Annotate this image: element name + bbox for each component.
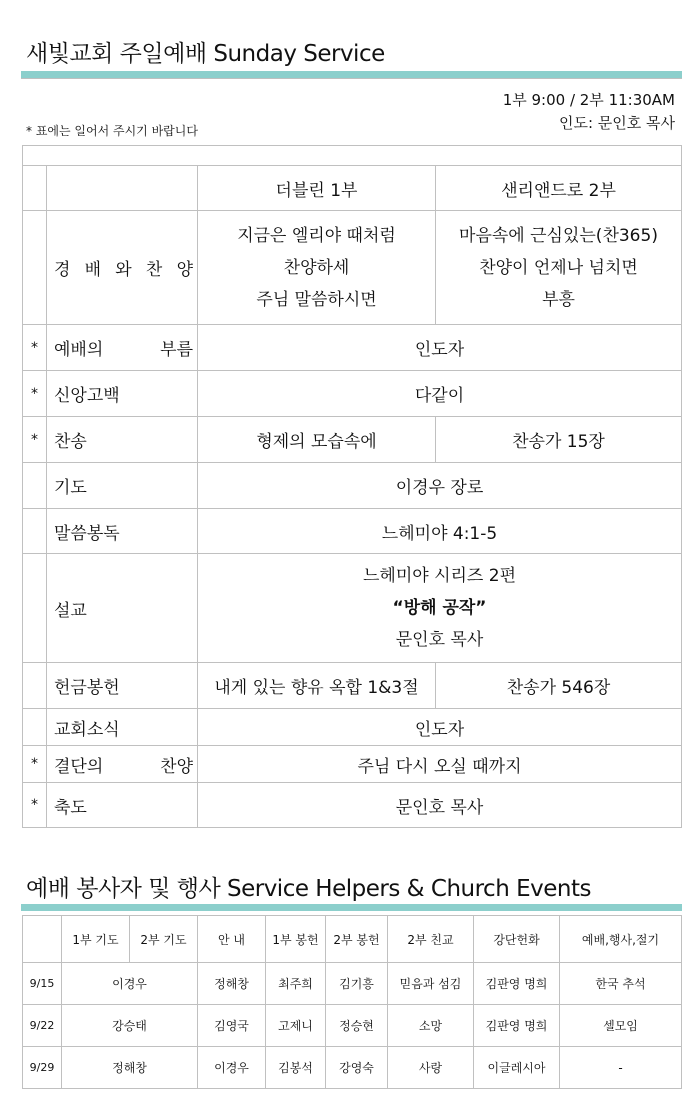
offering-service1: 내게 있는 향유 옥합 1&3절 xyxy=(198,663,436,709)
song: 주님 말씀하시면 xyxy=(256,289,377,310)
row-label: 결단의 찬양 xyxy=(47,746,198,783)
table-row xyxy=(23,417,682,463)
offering2-cell: 김기흥 xyxy=(326,963,388,1005)
header-cell: 2부 친교 xyxy=(388,916,474,963)
prayer-cell: 정해창 xyxy=(62,1047,198,1089)
row-value: 문인호 목사 xyxy=(198,783,682,828)
sermon xyxy=(198,554,682,663)
stand-mark: * xyxy=(23,371,47,417)
row-label: 예배의 부름 xyxy=(47,325,198,371)
row-label: 기도 xyxy=(47,463,198,509)
header-cell: 1부 봉헌 xyxy=(266,916,326,963)
header-cell: 강단헌화 xyxy=(474,916,560,963)
helpers-section-title: 예배 봉사자 및 행사 Service Helpers & Church Events xyxy=(26,876,591,902)
table-row xyxy=(23,783,682,828)
prayer-cell: 강승태 xyxy=(62,1005,198,1047)
offering1-cell: 김봉석 xyxy=(266,1047,326,1089)
stand-mark xyxy=(23,709,47,746)
row-value: 인도자 xyxy=(198,325,682,371)
table-row xyxy=(23,325,682,371)
row-value: 인도자 xyxy=(198,709,682,746)
fellowship-cell: 사랑 xyxy=(388,1047,474,1089)
table-row xyxy=(23,211,682,325)
flowers-cell: 김판영 명희 xyxy=(474,1005,560,1047)
table-row xyxy=(23,509,682,554)
sermon-preacher: 문인호 목사 xyxy=(395,630,484,650)
row-label: 교회소식 xyxy=(47,709,198,746)
row-label: 축도 xyxy=(47,783,198,828)
fellowship-cell: 믿음과 섬김 xyxy=(388,963,474,1005)
header-cell: 1부 기도 xyxy=(62,916,130,963)
stand-mark: * xyxy=(23,783,47,828)
table-top-row xyxy=(23,146,682,166)
header-cell: 예배,행사,절기 xyxy=(560,916,682,963)
offering-service2: 찬송가 546장 xyxy=(436,663,682,709)
table-row xyxy=(23,963,682,1005)
standing-note: * 표에는 일어서 주시기 바랍니다 xyxy=(26,124,198,138)
usher-cell: 김영국 xyxy=(198,1005,266,1047)
fellowship-cell: 소망 xyxy=(388,1005,474,1047)
sermon-series: 느헤미야 시리즈 2편 xyxy=(363,566,516,586)
service-times: 1부 9:00 / 2부 11:30AM xyxy=(502,91,675,109)
row-value: 이경우 장로 xyxy=(198,463,682,509)
prayer-cell: 이경우 xyxy=(62,963,198,1005)
song: 찬양이 언제나 넘치면 xyxy=(479,257,638,278)
date-cell: 9/15 xyxy=(23,963,62,1005)
service-order-table xyxy=(22,145,682,828)
hymn-service2: 찬송가 15장 xyxy=(436,417,682,463)
usher-cell: 정해창 xyxy=(198,963,266,1005)
table-row xyxy=(23,371,682,417)
row-value: 다같이 xyxy=(198,371,682,417)
row-label: 헌금봉헌 xyxy=(47,663,198,709)
offering1-cell: 고제니 xyxy=(266,1005,326,1047)
event-cell: 한국 추석 xyxy=(560,963,682,1005)
usher-cell: 이경우 xyxy=(198,1047,266,1089)
title-divider xyxy=(21,78,682,79)
song: 마음속에 근심있는(찬365) xyxy=(459,225,658,246)
sermon-title: “방해 공작” xyxy=(392,598,487,618)
title-accent-bar xyxy=(21,71,682,78)
flowers-cell: 이글레시아 xyxy=(474,1047,560,1089)
date-cell: 9/29 xyxy=(23,1047,62,1089)
stand-mark: * xyxy=(23,746,47,783)
row-label: 말씀봉독 xyxy=(47,509,198,554)
flowers-cell: 김판영 명희 xyxy=(474,963,560,1005)
table-row xyxy=(23,463,682,509)
praise-songs-service1 xyxy=(198,211,436,325)
column-header-service1: 더블린 1부 xyxy=(198,166,436,211)
table-row xyxy=(23,746,682,783)
table-row xyxy=(23,709,682,746)
song: 부흥 xyxy=(542,289,575,310)
song: 찬양하세 xyxy=(283,257,350,278)
offering2-cell: 강영숙 xyxy=(326,1047,388,1089)
stand-mark: * xyxy=(23,417,47,463)
table-row xyxy=(23,1047,682,1089)
table-row xyxy=(23,554,682,663)
page-title: 새빛교회 주일예배 Sunday Service xyxy=(26,41,385,67)
service-leader: 인도: 문인호 목사 xyxy=(558,114,675,132)
row-label: 신앙고백 xyxy=(47,371,198,417)
column-header-service2: 샌리앤드로 2부 xyxy=(436,166,682,211)
stand-mark xyxy=(23,463,47,509)
table-row xyxy=(23,1005,682,1047)
offering2-cell: 정승현 xyxy=(326,1005,388,1047)
stand-mark xyxy=(23,554,47,663)
table-row xyxy=(23,663,682,709)
offering1-cell: 최주희 xyxy=(266,963,326,1005)
row-label: 경 배 와 찬 양 xyxy=(47,211,198,325)
song: 지금은 엘리야 때처럼 xyxy=(237,225,396,246)
stand-mark xyxy=(23,509,47,554)
hymn-service1: 형제의 모습속에 xyxy=(198,417,436,463)
header-cell: 안 내 xyxy=(198,916,266,963)
header-cell: 2부 봉헌 xyxy=(326,916,388,963)
row-label: 설교 xyxy=(47,554,198,663)
helpers-table xyxy=(22,915,682,1089)
stand-mark xyxy=(23,663,47,709)
event-cell: - xyxy=(560,1047,682,1089)
event-cell: 셀모임 xyxy=(560,1005,682,1047)
stand-mark: * xyxy=(23,325,47,371)
row-label: 찬송 xyxy=(47,417,198,463)
header-cell: 2부 기도 xyxy=(130,916,198,963)
column-header-row xyxy=(23,166,682,211)
row-value: 주님 다시 오실 때까지 xyxy=(198,746,682,783)
praise-songs-service2 xyxy=(436,211,682,325)
helpers-accent-bar xyxy=(21,904,682,911)
helpers-header-row xyxy=(23,916,682,963)
stand-mark xyxy=(23,211,47,325)
row-value: 느헤미야 4:1-5 xyxy=(198,509,682,554)
date-cell: 9/22 xyxy=(23,1005,62,1047)
